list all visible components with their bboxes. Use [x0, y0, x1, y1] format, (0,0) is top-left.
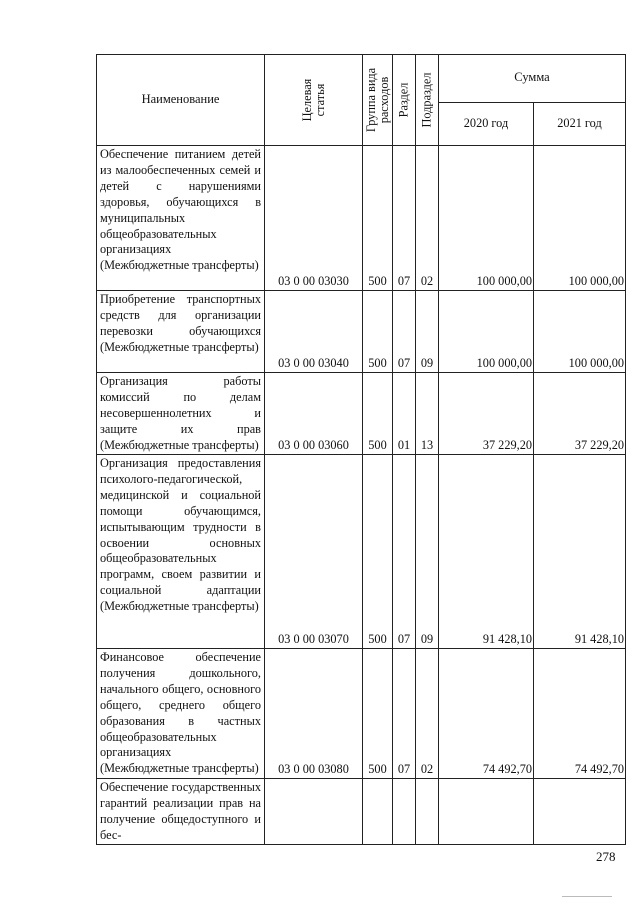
header-year-2020: 2020 год [439, 102, 534, 145]
row-section: 07 [393, 649, 416, 779]
row-name: Обеспечение государственных гарантий реализации прав на получение общедоступного и бес- [97, 779, 265, 845]
row-section: 07 [393, 146, 416, 291]
header-target-label: Целевая статья [299, 78, 327, 122]
row-sum-2020: 74 492,70 [439, 649, 534, 779]
row-section: 07 [393, 291, 416, 373]
header-year-2021: 2021 год [534, 102, 626, 145]
row-sum-2020: 91 428,10 [439, 455, 534, 649]
row-section: 07 [393, 455, 416, 649]
row-group: 500 [363, 291, 393, 373]
row-sum-2021: 37 229,20 [534, 373, 626, 455]
header-section [393, 55, 416, 146]
row-subsection: 09 [416, 291, 439, 373]
row-subsection [416, 779, 439, 845]
row-sum-2020 [439, 779, 534, 845]
row-group: 500 [363, 649, 393, 779]
row-sum-2020: 37 229,20 [439, 373, 534, 455]
header-subsection [416, 55, 439, 146]
row-name: Приобретение транспортных средств для организации перевозки обучающихся (Межбюджетные трансферты) [97, 291, 265, 373]
table-row [97, 779, 626, 845]
row-subsection: 09 [416, 455, 439, 649]
row-sum-2021 [534, 779, 626, 845]
table-row [97, 291, 626, 373]
row-group [363, 779, 393, 845]
row-subsection: 02 [416, 649, 439, 779]
row-code: 03 0 00 03080 [265, 649, 363, 779]
budget-table [96, 54, 626, 845]
header-subsection-label: Подраздел [419, 72, 434, 128]
row-name: Обеспечение питанием детей из малообеспеченных семей и детей с нарушениями здоровья, обучающихся в муниципальных общеобразовательных организациях (Межбюджетные трансферты) [97, 146, 265, 291]
header-section-label: Раздел [396, 82, 411, 118]
row-sum-2021: 91 428,10 [534, 455, 626, 649]
row-subsection: 02 [416, 146, 439, 291]
table-row [97, 455, 626, 649]
header-group [363, 55, 393, 146]
header-group-label: Группа вида расходов [363, 67, 391, 133]
row-code: 03 0 00 03070 [265, 455, 363, 649]
row-group: 500 [363, 455, 393, 649]
header-row [97, 55, 626, 103]
row-group: 500 [363, 146, 393, 291]
row-code: 03 0 00 03040 [265, 291, 363, 373]
row-group: 500 [363, 373, 393, 455]
row-sum-2021: 100 000,00 [534, 146, 626, 291]
row-name: Организация работы комиссий по делам несовершеннолетних и защите их прав (Межбюджетные трансферты) [97, 373, 265, 455]
header-target [265, 55, 363, 146]
row-name: Финансовое обеспечение получения дошкольного, начального общего, основного общего, среднего общего образования в частных общеобразовательных организациях (Межбюджетные трансферты) [97, 649, 265, 779]
header-name: Наименование [97, 55, 265, 146]
row-sum-2020: 100 000,00 [439, 146, 534, 291]
row-sum-2021: 100 000,00 [534, 291, 626, 373]
table-row [97, 649, 626, 779]
row-subsection: 13 [416, 373, 439, 455]
page-number: 278 [596, 849, 616, 864]
row-sum-2021: 74 492,70 [534, 649, 626, 779]
row-code [265, 779, 363, 845]
scan-mark [562, 896, 612, 897]
table-row [97, 146, 626, 291]
row-sum-2020: 100 000,00 [439, 291, 534, 373]
table-row [97, 373, 626, 455]
row-code: 03 0 00 03030 [265, 146, 363, 291]
row-code: 03 0 00 03060 [265, 373, 363, 455]
row-section [393, 779, 416, 845]
row-section: 01 [393, 373, 416, 455]
header-sum: Сумма [439, 55, 626, 103]
row-name: Организация предоставления психолого-педагогической, медицинской и социальной помощи обучающимся, испытывающим трудности в освоении основных общеобразовательных программ, своем развитии и социальной адаптации (Межбюджетные трансферты) [97, 455, 265, 649]
